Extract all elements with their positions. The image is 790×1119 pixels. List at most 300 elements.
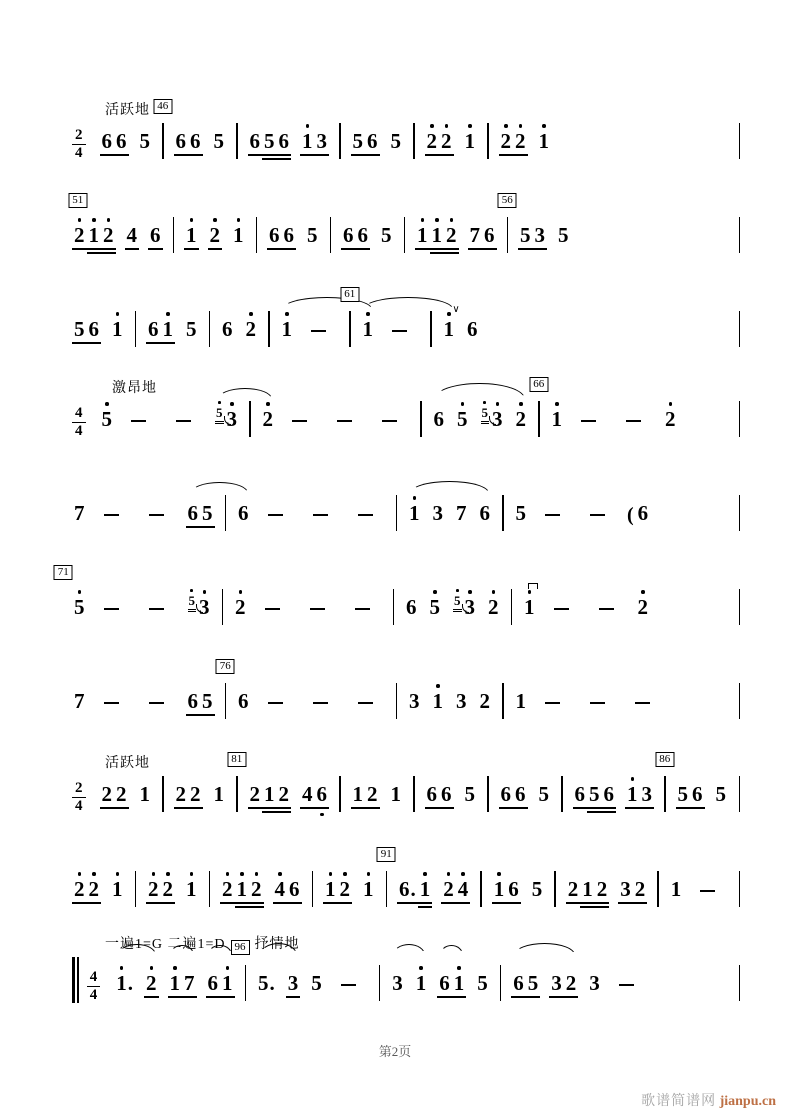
- tempo-label: 一遍1=G 二遍1=D: [105, 937, 226, 952]
- beam-group: [72, 225, 116, 246]
- score-line: [72, 193, 750, 255]
- octave-dot: [461, 402, 465, 406]
- note: [580, 879, 595, 900]
- barline: [739, 401, 741, 437]
- note-number: 3: [199, 597, 210, 618]
- note-number: 3: [492, 409, 503, 430]
- duration-dash: [149, 702, 164, 704]
- octave-dot: [239, 590, 243, 594]
- note-number: 3: [456, 689, 467, 713]
- beam-underline: [144, 996, 159, 998]
- note: [454, 503, 469, 524]
- note-number: 2: [443, 879, 454, 900]
- beam-underline: [174, 807, 189, 809]
- beam-underline: [595, 906, 610, 908]
- note-number: 3: [392, 971, 403, 995]
- octave-dot: [173, 966, 177, 970]
- note-number: 2: [634, 877, 646, 901]
- beam-underline: [188, 611, 197, 612]
- note: [439, 131, 454, 152]
- beam-group: [499, 784, 528, 805]
- beam-underline: [249, 902, 264, 904]
- note-number: 1: [112, 319, 123, 340]
- duration-dash: [268, 514, 283, 516]
- beam-group: [300, 784, 329, 805]
- beam-group: [499, 131, 528, 152]
- note: [431, 691, 446, 712]
- note-number: 5: [457, 409, 468, 430]
- note: [186, 503, 201, 524]
- octave-dot: [413, 496, 417, 500]
- note: [441, 879, 456, 900]
- note-number: 2: [263, 409, 274, 430]
- beam-underline: [262, 811, 277, 813]
- duration-dash: [313, 514, 328, 516]
- octave-dot: [366, 312, 370, 316]
- note-number: 2: [367, 782, 378, 806]
- barline: [245, 965, 247, 1001]
- note-number: 5: [538, 782, 549, 806]
- duration-dash: [268, 702, 283, 704]
- duration-dash: [176, 420, 191, 422]
- octave-dot: [329, 872, 333, 876]
- beam-underline: [453, 611, 462, 612]
- slur-arc: [410, 481, 489, 493]
- note-number: 5: [381, 223, 392, 247]
- beam-underline: [186, 526, 201, 528]
- octave-dot: [497, 872, 501, 876]
- barline: [349, 311, 351, 347]
- note-number: 5: [677, 782, 688, 806]
- note-number: 2: [479, 689, 490, 713]
- note: [587, 784, 602, 805]
- note-number: 2: [446, 225, 457, 246]
- beam-underline: [72, 342, 87, 344]
- beam-underline: [200, 714, 215, 716]
- note-number: 5: [520, 223, 531, 247]
- beam-underline: [100, 154, 115, 156]
- duration-dash: [149, 608, 164, 610]
- octave-dot: [203, 590, 207, 594]
- note-number: 3: [287, 971, 299, 995]
- notes-row: [72, 217, 750, 246]
- time-signature-bottom: 4: [75, 797, 83, 814]
- notes-row: [72, 589, 750, 618]
- note-number: 2: [222, 879, 233, 900]
- octave-dot: [306, 124, 310, 128]
- note: [233, 597, 248, 618]
- note: [110, 319, 125, 340]
- duration-dash: [104, 608, 119, 610]
- barline: [393, 589, 395, 625]
- barline: [739, 311, 741, 347]
- note-number: 2: [103, 225, 114, 246]
- note: [564, 973, 579, 994]
- beam-underline: [397, 902, 418, 904]
- note: [72, 879, 87, 900]
- note-number: 7: [184, 971, 195, 995]
- grace-note: [215, 406, 224, 419]
- note: [235, 879, 250, 900]
- note-number: 5: [139, 129, 150, 153]
- barline: [162, 776, 164, 812]
- octave-dot: [519, 402, 523, 406]
- beam-underline: [439, 807, 454, 809]
- note: [526, 973, 541, 994]
- note: [186, 593, 212, 619]
- note: [220, 319, 235, 340]
- beam-underline: [356, 248, 371, 250]
- note: [282, 225, 297, 246]
- note-number: 6: [317, 784, 328, 805]
- note-number: 6: [249, 129, 260, 153]
- note-number: 5: [715, 782, 726, 806]
- barline: [480, 871, 482, 907]
- octave-dot: [457, 966, 461, 970]
- note: [244, 319, 259, 340]
- beam-underline: [87, 248, 102, 250]
- beam-underline: [206, 996, 221, 998]
- duration-dash: [392, 330, 407, 332]
- beam-underline: [468, 248, 483, 250]
- barline: [739, 776, 741, 812]
- beam-underline: [573, 807, 588, 809]
- note-number: 2: [515, 131, 526, 152]
- duration-dash: [554, 608, 569, 610]
- beam-underline: [146, 902, 161, 904]
- octave-dot: [116, 312, 120, 316]
- octave-dot: [421, 218, 425, 222]
- note: [428, 597, 443, 618]
- note: [451, 593, 477, 619]
- page-number: 第2页: [378, 1044, 412, 1059]
- note: [174, 784, 189, 805]
- note-number: 6: [637, 501, 649, 525]
- beam-group: [100, 131, 129, 152]
- notes-row: [72, 776, 750, 814]
- beam-underline: [188, 609, 197, 610]
- barline: [507, 217, 509, 253]
- note: [161, 879, 176, 900]
- barline: [561, 776, 563, 812]
- beam-underline: [513, 807, 528, 809]
- beam-underline: [640, 807, 655, 809]
- barline: [396, 683, 398, 719]
- beam-group: [351, 131, 380, 152]
- beam-group: [518, 225, 547, 246]
- note: [514, 503, 529, 524]
- octave-dot: [519, 124, 523, 128]
- score-line: [72, 287, 750, 349]
- note: [513, 131, 528, 152]
- note: [256, 973, 277, 994]
- time-signature-top: 4: [87, 969, 101, 987]
- barline: [739, 871, 741, 907]
- note: [513, 784, 528, 805]
- beam-underline: [595, 902, 610, 904]
- note-number: 1: [582, 877, 593, 901]
- note-number: 2: [441, 131, 452, 152]
- note-number: 1: [552, 409, 563, 430]
- score-line: [72, 752, 750, 814]
- note: [663, 409, 678, 430]
- duration-dash: [545, 702, 560, 704]
- barline: [657, 871, 659, 907]
- note: [100, 784, 115, 805]
- note-number: 5: [477, 971, 488, 995]
- duration-dash: [149, 514, 164, 516]
- note: [212, 131, 227, 152]
- note-number: 1: [89, 225, 100, 246]
- beam-underline: [215, 423, 224, 424]
- note: [287, 879, 302, 900]
- beam-underline: [300, 154, 315, 156]
- beam-underline: [262, 807, 277, 809]
- score-line: [72, 659, 750, 721]
- note: [714, 784, 729, 805]
- beam-group: [248, 131, 292, 152]
- note: [236, 503, 251, 524]
- note-number: 5: [352, 129, 363, 153]
- barline: [739, 495, 741, 531]
- octave-dot: [450, 218, 454, 222]
- beam-underline: [287, 902, 302, 904]
- augmentation-dot: .: [269, 971, 275, 995]
- note: [114, 973, 135, 994]
- note-number: 2: [163, 879, 174, 900]
- note: [305, 225, 320, 246]
- beam-underline: [564, 996, 579, 998]
- beam-underline: [188, 807, 203, 809]
- time-signature-bottom: 4: [75, 422, 83, 439]
- note-number: 5: [515, 501, 526, 525]
- note-number: 1: [416, 973, 427, 994]
- double-barline: [72, 957, 79, 1003]
- beam-underline: [452, 996, 467, 998]
- beam-underline: [625, 807, 640, 809]
- beam-underline: [101, 248, 116, 250]
- note-number: 4: [275, 879, 286, 900]
- octave-dot: [468, 124, 472, 128]
- note: [389, 784, 404, 805]
- beam-underline: [273, 902, 288, 904]
- note-number: 6: [222, 317, 233, 341]
- beam-underline: [549, 996, 564, 998]
- note-number: 5: [558, 223, 569, 247]
- measure-number-box: 71: [54, 565, 73, 580]
- note: [213, 405, 239, 431]
- tempo-label: 活跃地: [105, 103, 150, 118]
- note-number: 5: [213, 129, 224, 153]
- beam-underline: [286, 996, 301, 998]
- note-number: 3: [589, 971, 600, 995]
- beam-group: [273, 879, 302, 900]
- beam-underline: [351, 154, 366, 156]
- octave-dot: [190, 218, 194, 222]
- note-number: 6: [513, 971, 524, 995]
- octave-dot: [343, 872, 347, 876]
- note: [404, 597, 419, 618]
- duration-dash: [626, 420, 641, 422]
- barline: [256, 217, 258, 253]
- note: [72, 597, 87, 618]
- note-number: 2: [501, 131, 512, 152]
- tempo-label: 抒情地: [254, 937, 300, 952]
- note: [444, 225, 459, 246]
- score: [57, 0, 750, 1050]
- note-number: 1: [213, 782, 224, 806]
- duration-dash: [619, 984, 634, 986]
- octave-dot: [78, 218, 82, 222]
- octave-dot: [116, 872, 120, 876]
- note: [87, 879, 102, 900]
- note: [262, 131, 277, 152]
- articulation-mark: [528, 583, 538, 589]
- barline: [739, 123, 741, 159]
- note-number: 6: [484, 223, 495, 247]
- beam-underline: [533, 248, 548, 250]
- beam-underline: [506, 902, 521, 904]
- note: [361, 879, 376, 900]
- barline: [249, 401, 251, 437]
- watermark-site-name: 歌谱简谱网: [641, 1094, 717, 1109]
- note-number: 6: [479, 501, 490, 525]
- note: [87, 225, 102, 246]
- note-number: 1: [420, 879, 431, 900]
- note-number: 1: [465, 131, 476, 152]
- beam-group: [72, 879, 101, 900]
- duration-dash: [104, 514, 119, 516]
- note-number: 6: [278, 129, 289, 153]
- note: [200, 691, 215, 712]
- note-number: 6: [187, 689, 198, 713]
- note: [261, 409, 276, 430]
- beam-underline: [300, 807, 315, 809]
- octave-dot: [542, 124, 546, 128]
- duration-dash: [358, 702, 373, 704]
- note: [168, 973, 183, 994]
- note: [248, 784, 263, 805]
- time-signature-top: 4: [72, 405, 86, 423]
- octave-dot: [92, 218, 96, 222]
- note-number: 6: [439, 971, 450, 995]
- measure-number-box: 46: [153, 99, 172, 114]
- note: [439, 784, 454, 805]
- notes-row: [72, 495, 750, 524]
- beam-underline: [87, 252, 102, 254]
- note-number: 6: [289, 877, 300, 901]
- beam-group: [573, 784, 617, 805]
- note: [530, 879, 545, 900]
- note-number: 1: [515, 689, 526, 713]
- note: [184, 879, 199, 900]
- beam-underline: [341, 248, 356, 250]
- note: [351, 784, 366, 805]
- note: [414, 973, 429, 994]
- octave-dot: [496, 402, 500, 406]
- note-number: 2: [74, 879, 85, 900]
- beam-underline: [277, 158, 292, 160]
- note-number: 1: [363, 319, 374, 340]
- slur-arc: [440, 945, 463, 955]
- note: [138, 131, 153, 152]
- note-number: 2: [488, 597, 499, 618]
- note: [407, 503, 422, 524]
- note-number: 6: [467, 317, 478, 341]
- barline: [487, 123, 489, 159]
- note-number: 1: [363, 879, 374, 900]
- beam-underline: [315, 807, 330, 809]
- note: [174, 131, 189, 152]
- note-number: 4: [126, 223, 137, 247]
- barline: [386, 871, 388, 907]
- note: [397, 879, 418, 900]
- note: [573, 784, 588, 805]
- duration-dash: [358, 514, 373, 516]
- barline: [312, 871, 314, 907]
- note: [454, 691, 469, 712]
- note: [300, 131, 315, 152]
- octave-dot: [367, 872, 371, 876]
- note-number: 2: [251, 879, 262, 900]
- time-signature-top: 2: [72, 127, 86, 145]
- barline: [379, 965, 381, 1001]
- note: [323, 879, 338, 900]
- note-number: 6: [175, 129, 186, 153]
- note-number: 7: [456, 501, 467, 525]
- note: [101, 225, 116, 246]
- note-number: 2: [567, 877, 579, 901]
- note-number: 6: [574, 782, 585, 806]
- octave-dot: [285, 312, 289, 316]
- slur-arc: [363, 297, 453, 309]
- time-signature: [87, 969, 101, 1003]
- note-number: 6: [692, 782, 703, 806]
- note: [463, 131, 478, 152]
- octave-dot: [419, 966, 423, 970]
- octave-dot: [190, 872, 194, 876]
- beam-underline: [633, 902, 648, 904]
- note-number: 6: [500, 782, 511, 806]
- barline: [222, 589, 224, 625]
- note-number: 1: [670, 877, 682, 901]
- note-number: 5: [464, 782, 475, 806]
- octave-dot: [240, 872, 244, 876]
- note: [188, 131, 203, 152]
- note-number: 1: [222, 973, 233, 994]
- note-number: 2: [427, 131, 438, 152]
- note-number: 6: [148, 317, 159, 341]
- beam-underline: [188, 154, 203, 156]
- time-signature: [72, 405, 86, 439]
- grace-note-number: 5: [454, 594, 461, 607]
- note: [456, 879, 471, 900]
- octave-dot: [120, 966, 124, 970]
- note: [522, 597, 537, 618]
- note-number: 1: [409, 503, 420, 524]
- note-number: 1: [112, 879, 123, 900]
- barline: [268, 311, 270, 347]
- beam-underline: [511, 996, 526, 998]
- beam-underline: [418, 906, 433, 908]
- note: [161, 319, 176, 340]
- note: [188, 784, 203, 805]
- note-number: 7: [74, 501, 85, 525]
- note: [182, 973, 197, 994]
- note-number: 1: [325, 879, 336, 900]
- note-number: 2: [340, 879, 351, 900]
- beam-underline: [323, 902, 338, 904]
